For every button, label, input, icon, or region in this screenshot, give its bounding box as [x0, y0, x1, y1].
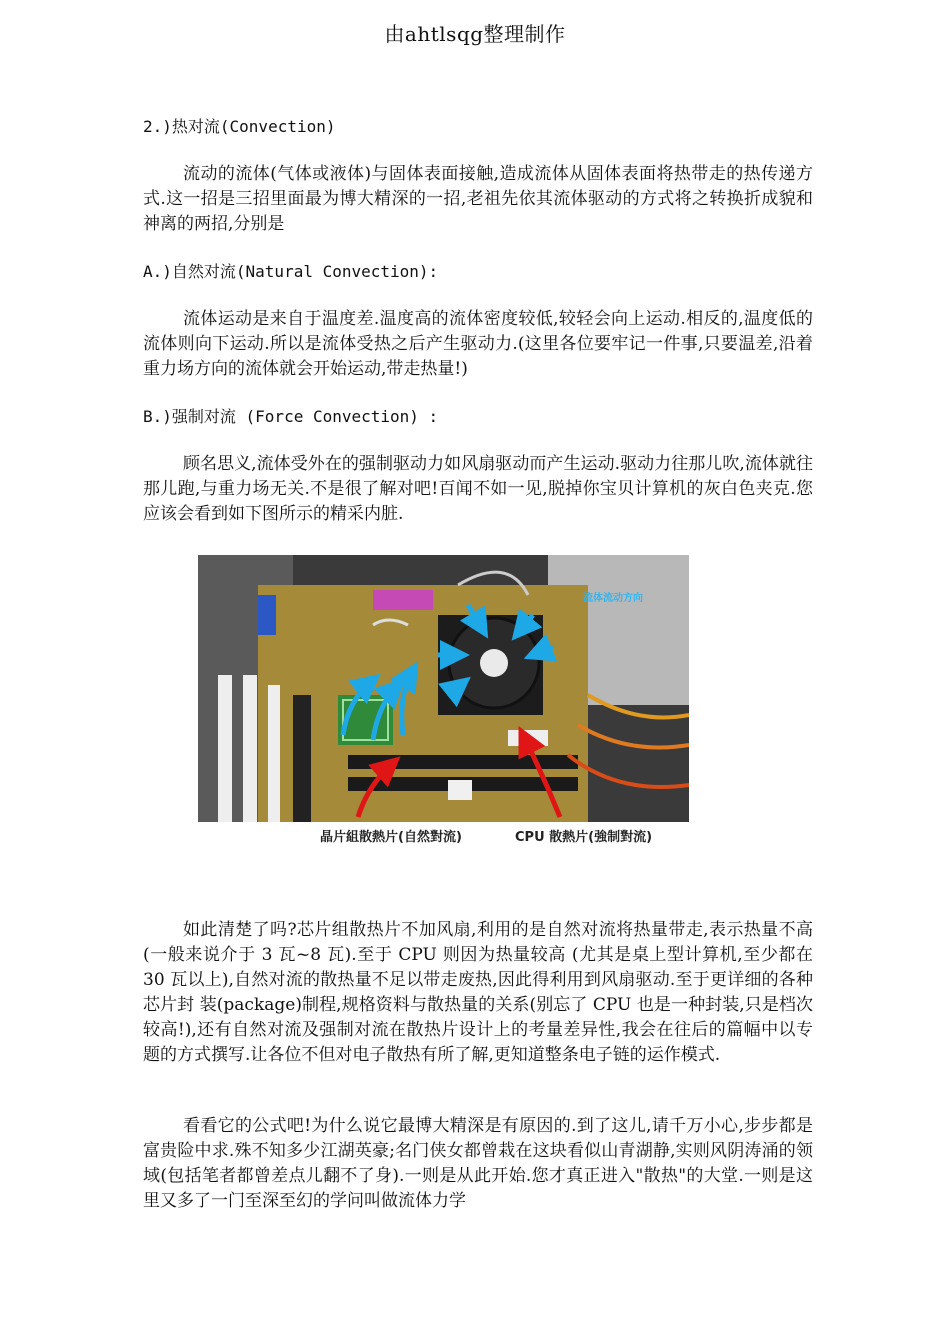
heading-force-convection: B.)强制对流 (Force Convection) :: [143, 407, 439, 426]
paragraph-convection: 流动的流体(气体或液体)与固体表面接触,造成流体从固体表面将热带走的热传递方式.这一招是三招里面最为博大精深的一招,老祖先依其流体驱动的方式将之转换折成貌和神离的两招,分别是: [143, 164, 813, 234]
airflow-label: 流体流动方向: [583, 593, 643, 604]
page-header: 由ahtlsqg整理制作: [384, 22, 566, 46]
motherboard-illustration: [198, 555, 689, 822]
motherboard-photo: [198, 555, 689, 822]
paragraph-force-convection: 顾名思义,流体受外在的强制驱动力如风扇驱动而产生运动.驱动力往那儿吹,流体就往那儿跑,与重力场无关.不是很了解对吧!百闻不如一见,脱掉你宝贝计算机的灰白色夹克.您应该会看到如下图所示的精采内脏.: [143, 454, 813, 524]
heading-natural-convection: A.)自然对流(Natural Convection):: [143, 262, 439, 281]
paragraph-after-figure: 如此清楚了吗?芯片组散热片不加风扇,利用的是自然对流将热量带走,表示热量不高(一般来说介于 3 瓦~8 瓦).至于 CPU 则因为热量较高 (尤其是桌上型计算机,至少都在 30 瓦以上),自然对流的散热量不足以带走废热,因此得利用到风扇驱动.至于更详细的各种芯片封 装(package)制程,规格资料与散热量的关系(别忘了 CPU 也是一种封装,只是档次较高!),还有自然对流及强制对流在散热片设计上的考量差异性,我会在往后的篇幅中以专题的方式撰写.让各位不但对电子散热有所了解,更知道整条电子链的运作模式.: [143, 920, 813, 1065]
caption-chipset-heatsink: 晶片組散熱片(自然對流): [320, 830, 462, 845]
paragraph-natural-convection: 流体运动是来自于温度差.温度高的流体密度较低,较轻会向上运动.相反的,温度低的流体则向下运动.所以是流体受热之后产生驱动力.(这里各位要牢记一件事,只要温差,沿着重力场方向的流体就会开始运动,带走热量!): [143, 309, 813, 379]
heading-convection: 2.)热对流(Convection): [143, 117, 336, 136]
paragraph-formula: 看看它的公式吧!为什么说它最博大精深是有原因的.到了这儿,请千万小心,步步都是富贵险中求.殊不知多少江湖英豪;名门侠女都曾栽在这块看似山青湖静,实则风阴涛涌的领域(包括笔者都曾差点儿翻不了身).一则是从此开始.您才真正进入"散热"的大堂.一则是这 里又多了一门至深至幻的学问叫做流体力学: [143, 1116, 813, 1211]
caption-cpu-heatsink: CPU 散熱片(強制對流): [515, 830, 653, 845]
